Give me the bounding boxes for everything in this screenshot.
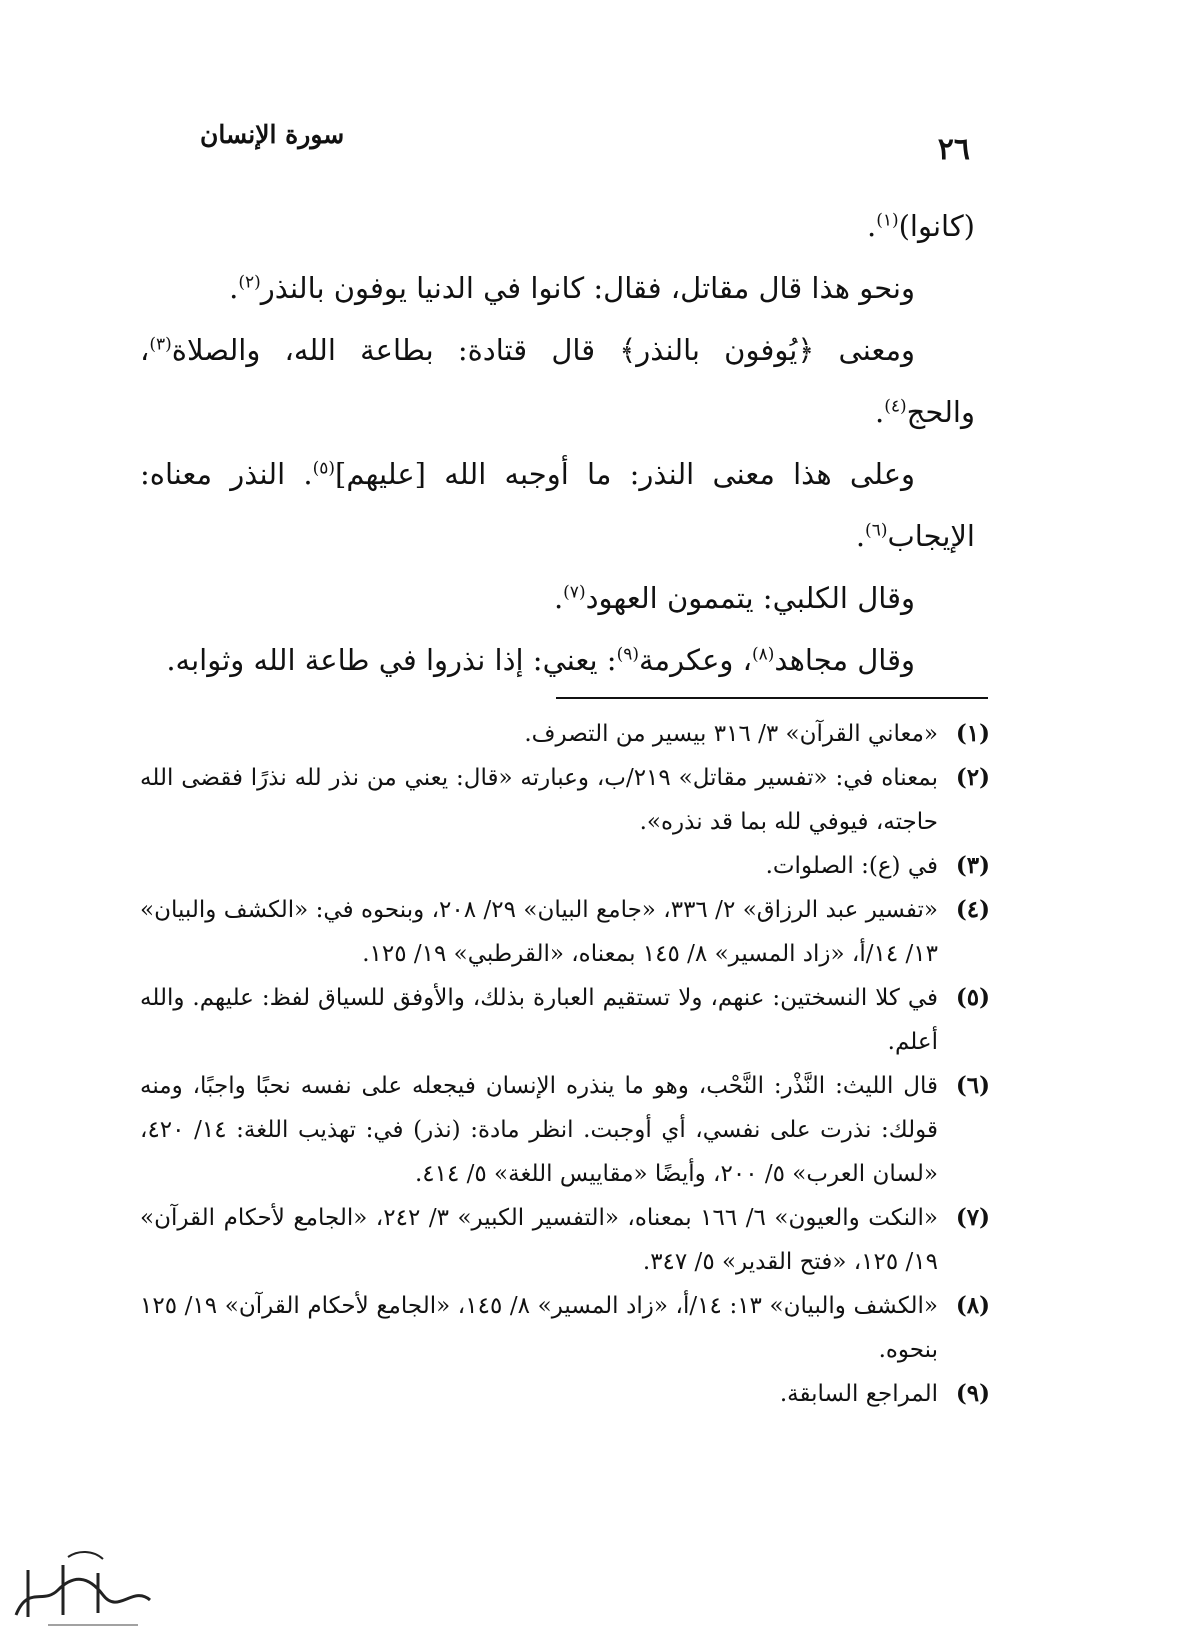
page-number: ٢٦ — [937, 132, 970, 167]
footnote-reference[interactable]: (٩) — [616, 644, 639, 665]
footnote-text: «معاني القرآن» ٣/ ٣١٦ بيسير من التصرف. — [524, 721, 938, 747]
footnote-text: «النكت والعيون» ٦/ ١٦٦ بمعناه، «التفسير الكبير» ٣/ ٢٤٢، «الجامع لأحكام القرآن» ١٩/ ١٢٥، «فتح القدير» ٥/ ٣٤٧. — [140, 1205, 938, 1275]
footnote-number: (٩) — [955, 1380, 990, 1407]
paragraph-text: ونحو هذا قال مقاتل، فقال: كانوا في الدنيا يوفون بالنذر — [260, 271, 915, 305]
footnote-reference[interactable]: (٢) — [238, 272, 261, 293]
footnote-text: «الكشف والبيان» ١٣: ١٤/أ، «زاد المسير» ٨/ ١٤٥، «الجامع لأحكام القرآن» ١٩/ ١٢٥ بنحوه. — [140, 1293, 938, 1363]
paragraph-text: . النذر معناه: الإيجاب — [140, 457, 975, 553]
paragraph-text: (كانوا) — [898, 209, 975, 243]
paragraph-text: : يعني: إذا نذروا في طاعة الله وثوابه. — [166, 643, 617, 677]
paragraph-text: وعلى هذا معنى النذر: ما أوجبه الله [عليهم] — [335, 457, 915, 491]
footnote — [140, 1372, 990, 1416]
paragraph — [140, 567, 975, 629]
footnote-text: في كلا النسختين: عنهم، ولا تستقيم العبارة بذلك، والأوفق للسياق لفظ: عليهم. والله أعلم. — [140, 985, 938, 1055]
footnote-text: المراجع السابقة. — [779, 1381, 938, 1407]
footnote-text: بمعناه في: «تفسير مقاتل» ٢١٩/ب، وعبارته «قال: يعني من نذر لله نذرًا فقضى الله حاجته، فيوفي لله بما قد نذره». — [140, 765, 939, 835]
paragraph — [140, 319, 975, 443]
publisher-logo — [8, 1545, 158, 1635]
footnote-reference[interactable]: (٥) — [312, 458, 336, 479]
paragraph-text: ، وعكرمة — [638, 643, 752, 677]
footnote — [140, 976, 990, 1064]
footnote — [140, 712, 990, 756]
footnote-reference[interactable]: (٧) — [563, 582, 586, 603]
footnote-reference[interactable]: (٤) — [884, 396, 907, 417]
footnote-number: (٣) — [955, 852, 990, 879]
footnote-reference[interactable]: (١) — [876, 210, 899, 231]
footnote-text: قال الليث: النَّذْر: النَّحْب، وهو ما ينذره الإنسان فيجعله على نفسه نحبًا واجبًا، ومنه قولك: نذرت على نفسي، أي أوجبت. انظر مادة: (نذر) في: تهذيب اللغة: ١٤/ ٤٢٠، «لسان العرب» ٥/ ٢٠٠، وأيضًا «مقاييس اللغة» ٥/ ٤١٤. — [140, 1073, 939, 1187]
footnote-number: (٢) — [955, 764, 990, 791]
footnote — [140, 888, 990, 976]
paragraph-text: وقال الكلبي: يتممون العهود — [585, 581, 915, 615]
footnote-reference[interactable]: (٦) — [865, 520, 888, 541]
footnote — [140, 1284, 990, 1372]
footnote-separator — [556, 697, 988, 699]
page-header — [200, 112, 970, 172]
footnote-number: (١) — [955, 720, 990, 747]
footnote — [140, 1064, 990, 1196]
main-text — [140, 195, 975, 691]
paragraph — [140, 629, 975, 691]
footnote-text: «تفسير عبد الرزاق» ٢/ ٣٣٦، «جامع البيان» ٢٩/ ٢٠٨، وبنحوه في: «الكشف والبيان» ١٣/ ١٤/أ، «زاد المسير» ٨/ ١٤٥ بمعناه، «القرطبي» ١٩/ ١٢٥. — [140, 897, 938, 967]
footnote-reference[interactable]: (٨) — [751, 644, 775, 665]
paragraph-text: وقال مجاهد — [774, 643, 915, 677]
paragraph-text: ومعنى ﴿يُوفون بالنذر﴾ قال قتادة: بطاعة الله، والصلاة — [171, 333, 915, 367]
paragraph — [140, 195, 975, 257]
footnote — [140, 756, 990, 844]
footnotes — [140, 712, 990, 1416]
footnote-number: (٥) — [955, 984, 990, 1011]
paragraph — [140, 257, 975, 319]
footnote-number: (٨) — [955, 1292, 990, 1319]
paragraph-text: . — [553, 581, 564, 615]
footnote-number: (٤) — [955, 896, 990, 923]
paragraph-text: . — [875, 395, 885, 429]
footnote-text: في (ع): الصلوات. — [765, 853, 938, 879]
footnote — [140, 844, 990, 888]
paragraph-text: ، والحج — [140, 333, 975, 429]
paragraph — [140, 443, 975, 567]
footnote-reference[interactable]: (٣) — [149, 334, 172, 355]
footnote-number: (٧) — [955, 1204, 990, 1231]
surah-title: سورة الإنسان — [200, 120, 345, 149]
paragraph-text: . — [855, 519, 866, 553]
paragraph-text: . — [866, 209, 877, 243]
footnote-number: (٦) — [955, 1072, 990, 1099]
paragraph-text: . — [229, 271, 239, 305]
footnote — [140, 1196, 990, 1284]
